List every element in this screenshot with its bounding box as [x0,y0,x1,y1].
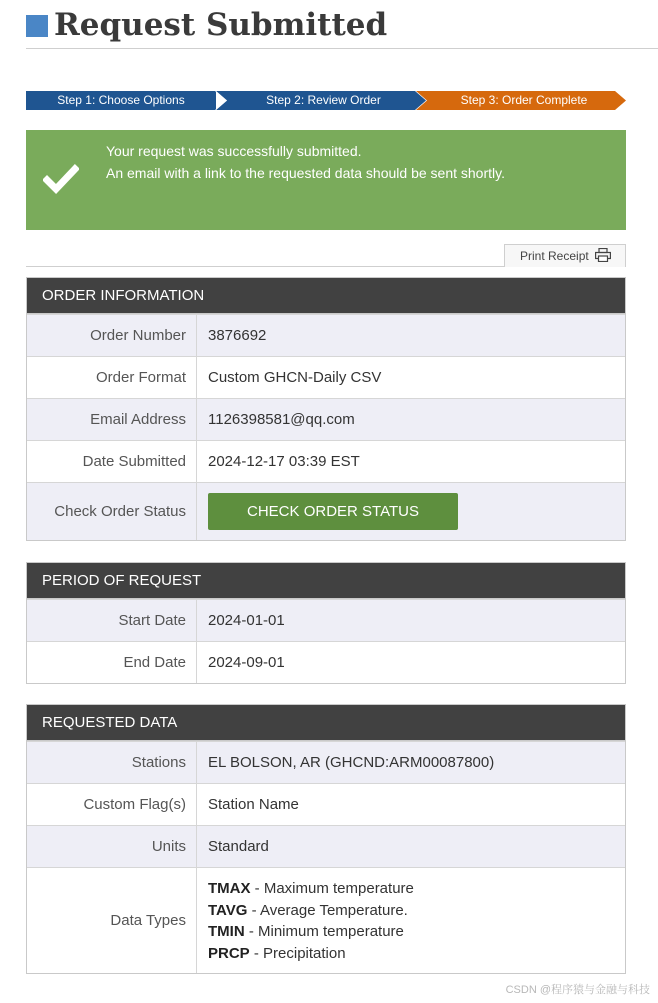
table-row [27,867,625,973]
table-row [27,440,625,482]
check-order-status-cell [198,483,625,540]
order-format-label: Order Format [27,357,197,398]
step-order-complete [416,91,626,110]
check-order-status-button[interactable]: CHECK ORDER STATUS [208,493,458,530]
table-row [27,356,625,398]
check-order-status-label: Check Order Status [27,483,197,540]
watermark: CSDN @程序猿与金融与科技 [505,984,650,996]
email-address-value: 1126398581@qq.com [208,411,355,428]
period-of-request-panel [26,562,626,684]
data-types-label: Data Types [27,868,197,973]
table-row [27,482,625,540]
print-receipt-label: Print Receipt [520,249,589,263]
data-type-code: TMIN [208,923,245,940]
progress-steps [26,91,626,110]
date-submitted-label: Date Submitted [27,441,197,482]
data-type-desc: - Precipitation [249,944,346,962]
success-message [26,130,626,230]
order-number-label: Order Number [27,315,197,356]
stations-label: Stations [27,742,197,783]
step-review-order[interactable] [216,91,426,110]
order-format-value: Custom GHCN-Daily CSV [208,369,382,386]
table-row [27,825,625,867]
data-type-item [208,943,625,965]
page-header [26,6,658,49]
data-type-desc: - Average Temperature. [247,901,408,919]
data-type-code: TMAX [208,880,251,897]
data-type-item [208,900,625,922]
order-number-value: 3876692 [208,327,267,344]
end-date-label: End Date [27,642,197,683]
data-type-desc: - Minimum temperature [244,923,404,940]
requested-data-panel [26,704,626,974]
email-address-label: Email Address [27,399,197,440]
table-row [27,641,625,683]
page-title: Request Submitted [54,7,388,43]
table-row [27,783,625,825]
data-type-code: TAVG [208,901,248,919]
data-type-item [208,921,625,943]
panel-heading: REQUESTED DATA [27,705,625,741]
data-type-item [208,878,625,900]
print-receipt-button[interactable] [504,244,626,267]
custom-flags-value: Station Name [208,796,299,813]
start-date-value: 2024-01-01 [208,612,285,629]
table-row [27,741,625,783]
checkmark-icon [43,161,79,197]
data-type-desc: - Maximum temperature [250,880,414,897]
custom-flags-label: Custom Flag(s) [27,784,197,825]
units-value: Standard [208,838,269,855]
table-row [27,398,625,440]
order-information-panel [26,277,626,541]
data-types-list [198,868,625,973]
step-label: Step 1: Choose Options [57,93,185,107]
table-row [27,599,625,641]
step-label: Step 2: Review Order [266,93,381,107]
table-row [27,314,625,356]
date-submitted-value: 2024-12-17 03:39 EST [208,453,360,470]
end-date-value: 2024-09-01 [208,654,285,671]
panel-heading: ORDER INFORMATION [27,278,625,314]
data-type-code: PRCP [208,944,250,962]
stations-value: EL BOLSON, AR (GHCND:ARM00087800) [208,754,495,771]
step-choose-options[interactable] [26,91,226,110]
success-text-line1: Your request was successfully submitted. [106,143,362,159]
panel-heading: PERIOD OF REQUEST [27,563,625,599]
start-date-label: Start Date [27,600,197,641]
printer-icon [595,248,611,262]
title-square-icon [26,15,48,37]
units-label: Units [27,826,197,867]
step-label: Step 3: Order Complete [460,93,588,107]
success-text-line2: An email with a link to the requested data should be sent shortly. [106,165,505,181]
